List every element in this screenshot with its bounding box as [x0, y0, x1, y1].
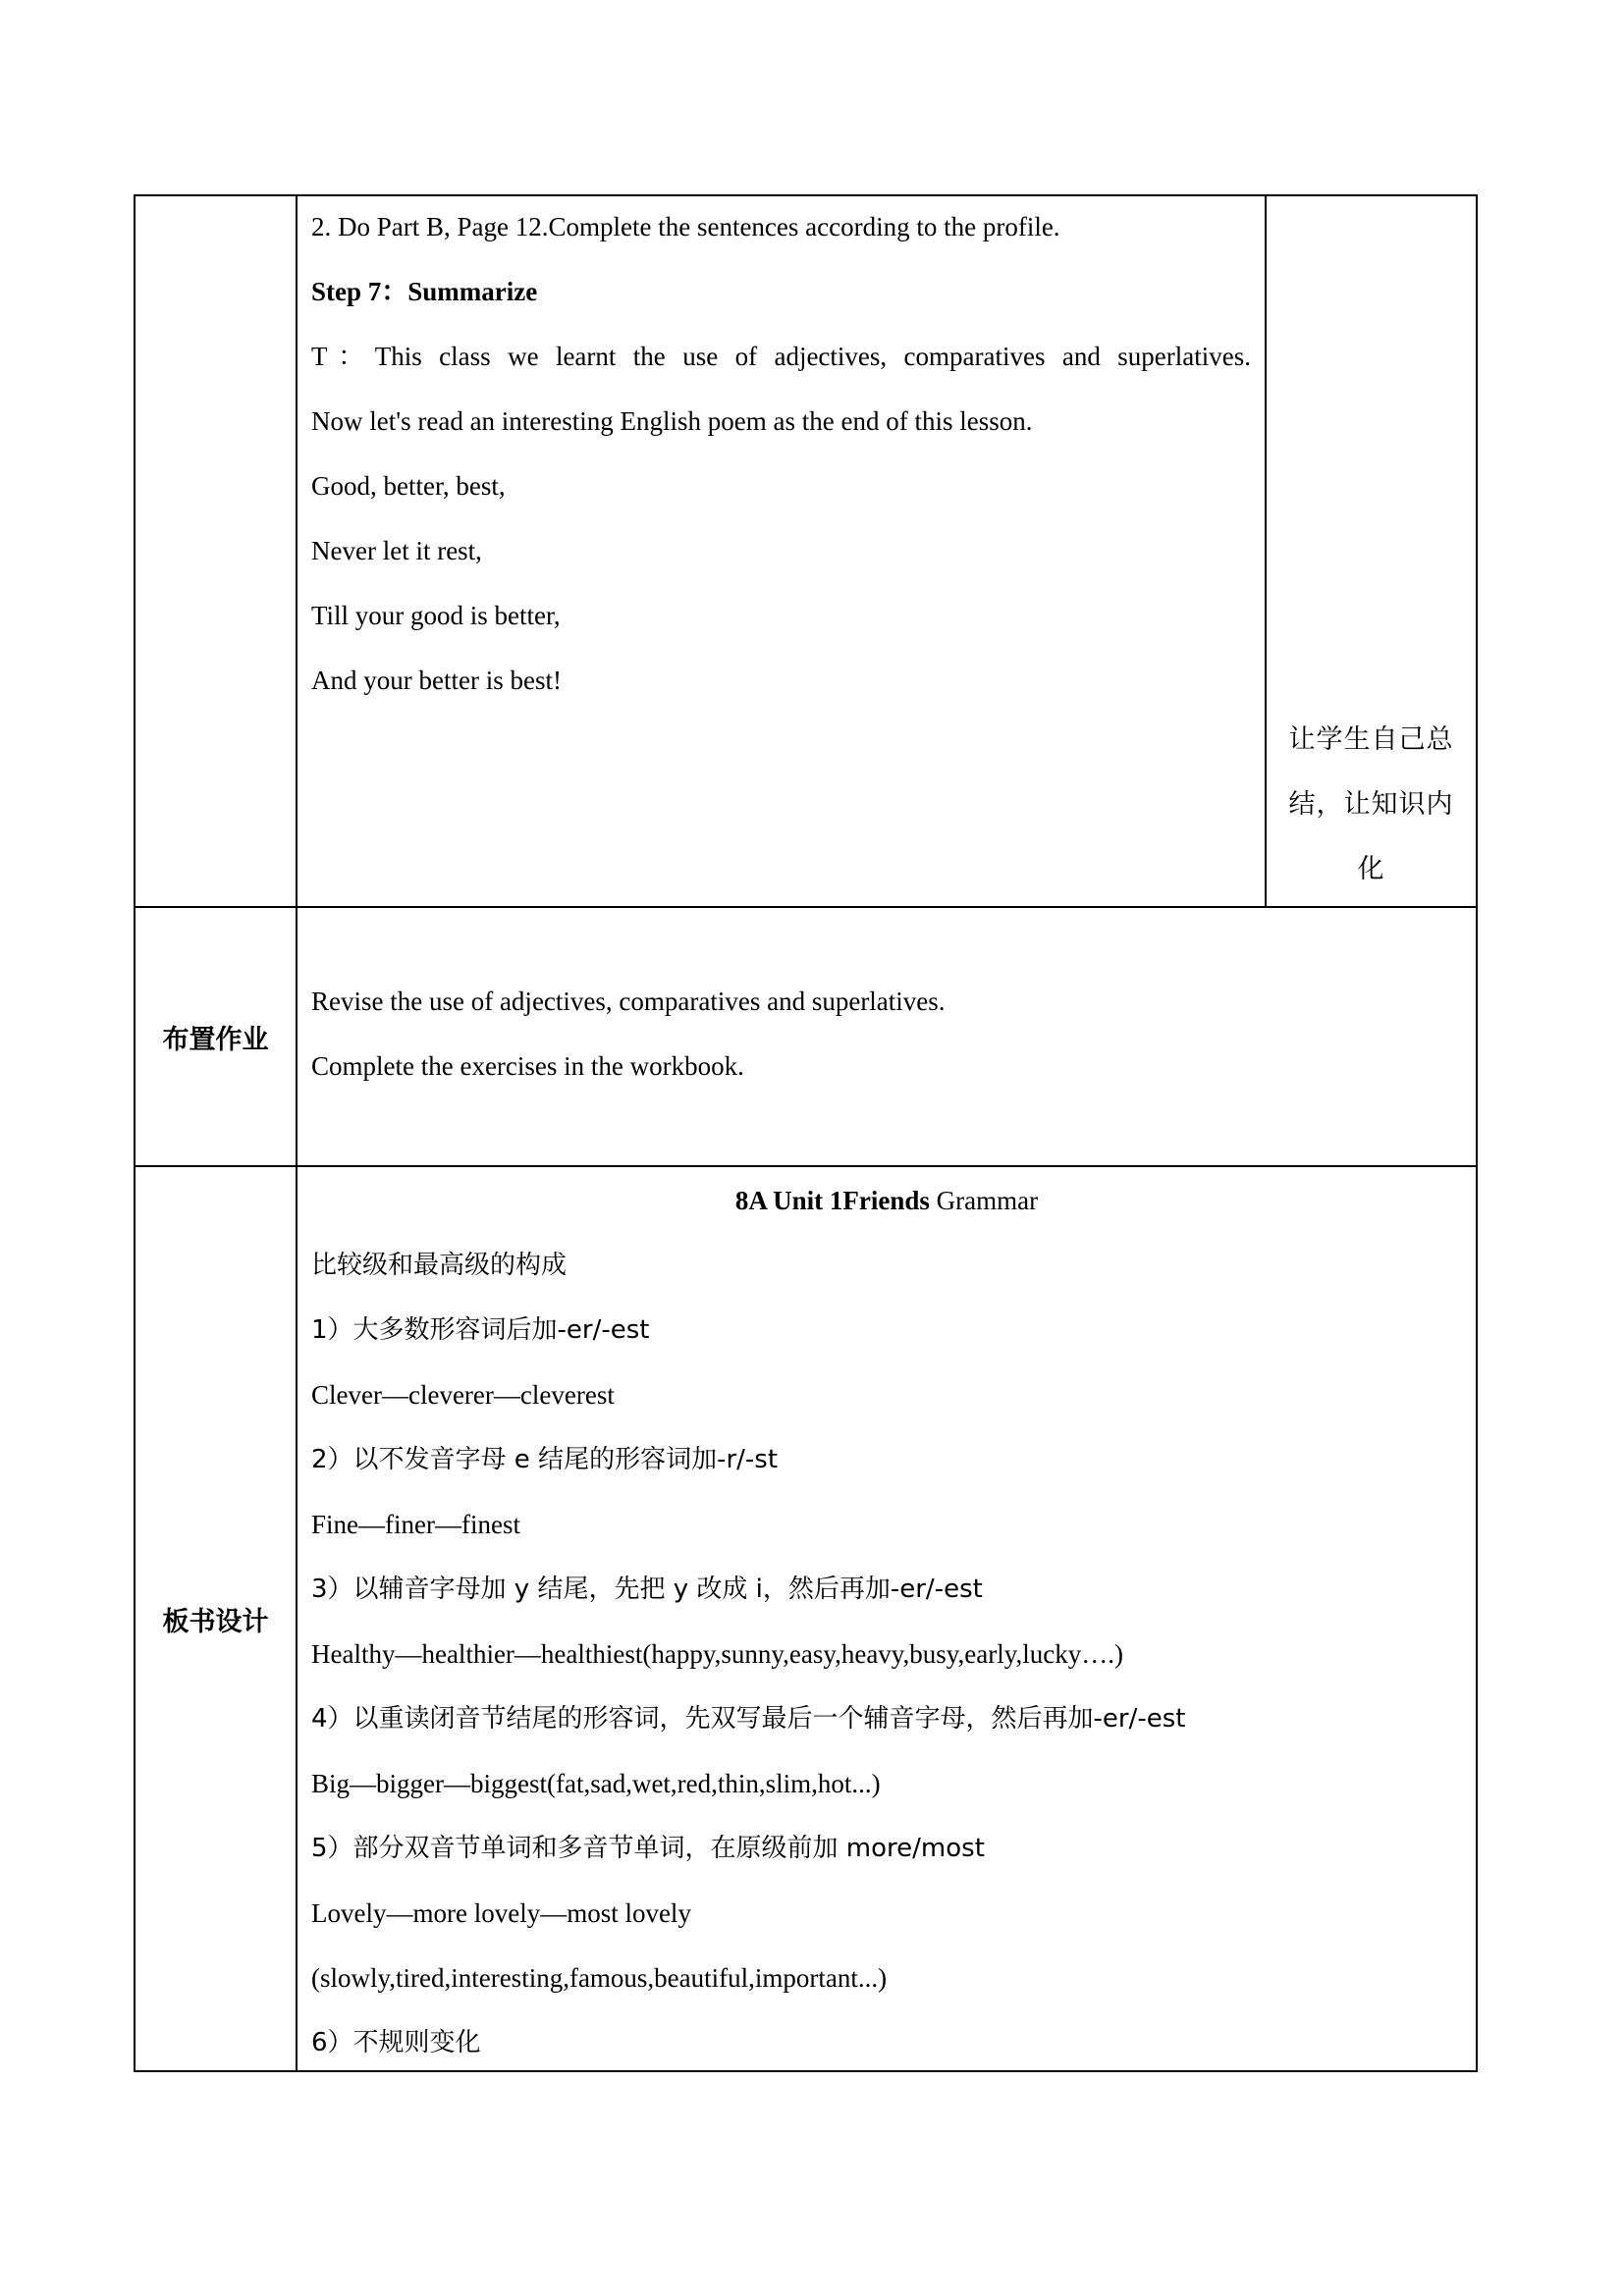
summary-line: Now let's read an interesting English poem as the end of this lesson. [311, 406, 1033, 436]
board-title [311, 1179, 1462, 1244]
board-line: 6）不规则变化 [311, 2028, 481, 2057]
summary-line: T：This class we learnt the use of adjectives, comparatives and superlatives. [311, 342, 1251, 371]
board-line: Fine—finer—finest [311, 1510, 520, 1539]
board-line: 1）大多数形容词后加-er/-est [311, 1315, 650, 1345]
task-line: 2. Do Part B, Page 12.Complete the sentences according to the profile. [311, 212, 1060, 241]
poem-line: Till your good is better, [311, 601, 561, 630]
board-line: 3）以辅音字母加 y 结尾，先把 y 改成 i，然后再加-er/-est [311, 1575, 983, 1604]
board-title-rest: Grammar [929, 1186, 1039, 1215]
board-line: 4）以重读闭音节结尾的形容词，先双写最后一个辅音字母，然后再加-er/-est [311, 1704, 1186, 1734]
board-line: Big—bigger—biggest(fat,sad,wet,red,thin,slim,hot...) [311, 1769, 881, 1798]
procedure-label-cell [135, 195, 297, 907]
board-line: Clever—cleverer—cleverest [311, 1380, 615, 1410]
board-line: 比较级和最高级的构成 [311, 1251, 568, 1280]
board-design-row [135, 1166, 1477, 2071]
homework-line: Revise the use of adjectives, comparatives and superlatives. [311, 987, 946, 1016]
note-line: 结，让知识内 [1288, 789, 1454, 820]
poem-line: Never let it rest, [311, 536, 482, 565]
board-line: Healthy—healthier—healthiest(happy,sunny,easy,heavy,busy,early,lucky….) [311, 1639, 1123, 1669]
board-line: 5）部分双音节单词和多音节单词，在原级前加 more/most [311, 1834, 985, 1863]
homework-content-cell [297, 907, 1477, 1166]
board-design-label: 板书设计 [135, 1166, 297, 2071]
lesson-plan-table [134, 194, 1478, 2072]
board-line: (slowly,tired,interesting,famous,beautiful,important...) [311, 1963, 888, 1993]
board-title-bold: 8A Unit 1Friends [734, 1186, 930, 1215]
procedure-content-cell [297, 195, 1266, 907]
note-line: 化 [1357, 854, 1385, 884]
homework-label: 布置作业 [135, 907, 297, 1166]
homework-row [135, 907, 1477, 1166]
step-heading: Step 7：Summarize [311, 277, 538, 306]
board-line: Lovely—more lovely—most lovely [311, 1898, 691, 1928]
procedure-row [135, 195, 1477, 907]
poem-line: And your better is best! [311, 666, 562, 695]
board-design-content-cell [297, 1166, 1477, 2071]
board-line: 2）以不发音字母 e 结尾的形容词加-r/-st [311, 1445, 779, 1474]
poem-line: Good, better, best, [311, 471, 506, 501]
design-note-cell [1266, 195, 1477, 907]
homework-line: Complete the exercises in the workbook. [311, 1051, 744, 1081]
note-line: 让学生自己总 [1288, 724, 1454, 755]
